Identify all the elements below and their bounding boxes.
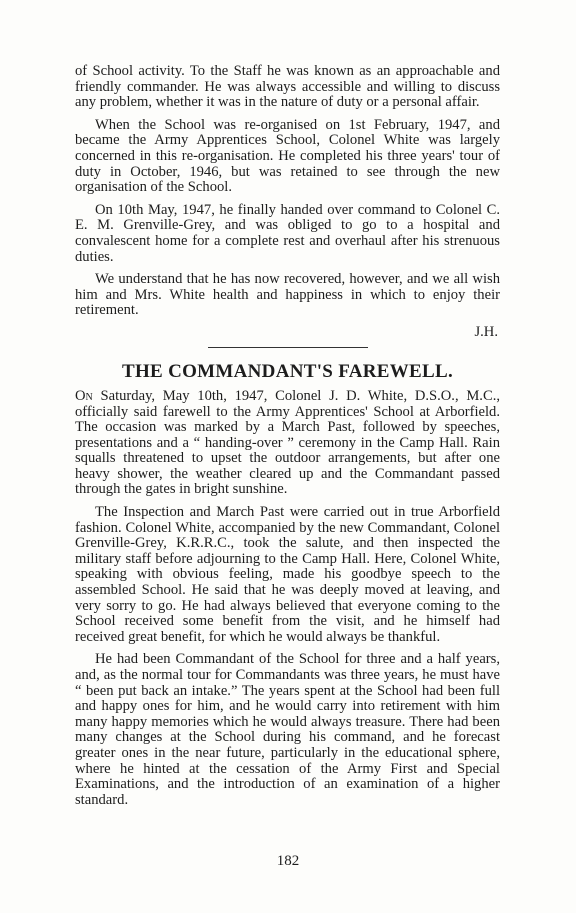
intro-paragraph-2: When the School was re-organised on 1st February, 1947, and became the Army Apprentices School, Colonel White was largely concerned in this re-organisation. He completed his three years' tour of duty in October, 1946, but was retained to see through the new organisation of the School. (75, 116, 500, 196)
intro-paragraph-3: On 10th May, 1947, he finally handed over command to Colonel C. E. M. Grenville-Grey, and was obliged to go to a hospital and convalescent home for a complete rest and overhaul after his strenuous duties. (75, 201, 500, 265)
author-signature: J.H. (474, 323, 498, 340)
article-title: THE COMMANDANT'S FAREWELL. (122, 360, 453, 382)
text-column (75, 64, 500, 808)
intro-paragraph-1: of School activity. To the Staff he was known as an approachable and friendly commander. He was always accessible and willing to discuss any problem, whether it was in the nature of duty or a personal affair. (75, 63, 500, 111)
article-paragraph-2: The Inspection and March Past were carried out in true Arborfield fashion. Colonel White, accompanied by the new Commandant, Colonel Grenville-Grey, K.R.R.C., took the salute, and then inspected the military staff before adjourning to the Camp Hall. Here, Colonel White, speaking with obvious feeling, made his goodbye speech to the assembled School. He said that he was deeply moved at leaving, and very sorry to go. He had always believed that everyone coming to the School received some benefit from the visit, and he himself had received great benefit, for which he would always be thankful. (75, 504, 500, 645)
section-divider (208, 347, 368, 348)
page-number: 182 (276, 853, 300, 869)
intro-paragraph-4: We understand that he has now recovered, however, and we all wish him and Mrs. White health and happiness in which to enjoy their retirement. (75, 271, 500, 319)
article-opening-word: On (75, 387, 93, 404)
article-paragraph-3: He had been Commandant of the School for three and a half years, and, as the normal tour for Commandants was three years, he must have “ been put back an intake.” The years spent at the School had been full and happy ones for him, and he would carry into retirement with him many happy memories which he would always treasure. There had been many changes at the School during his command, and he forecast greater ones in the near future, particularly in the educational sphere, where he hinted at the cessation of the Army First and Special Examinations, and the introduction of an examination of a higher standard. (75, 651, 500, 808)
article-paragraph-1 (75, 389, 500, 498)
article-paragraph-1-text: Saturday, May 10th, 1947, Colonel J. D. White, D.S.O., M.C., officially said farewell to the Army Apprentices' School at Arborfield. The occasion was marked by a March Past, followed by speeches, presentations and a “ handing-over ” ceremony in the Camp Hall. Rain squalls threatened to upset the outdoor arrangements, but after one heavy shower, the weather cleared up and the Commandant passed through the gates in bright sunshine. (75, 387, 500, 498)
